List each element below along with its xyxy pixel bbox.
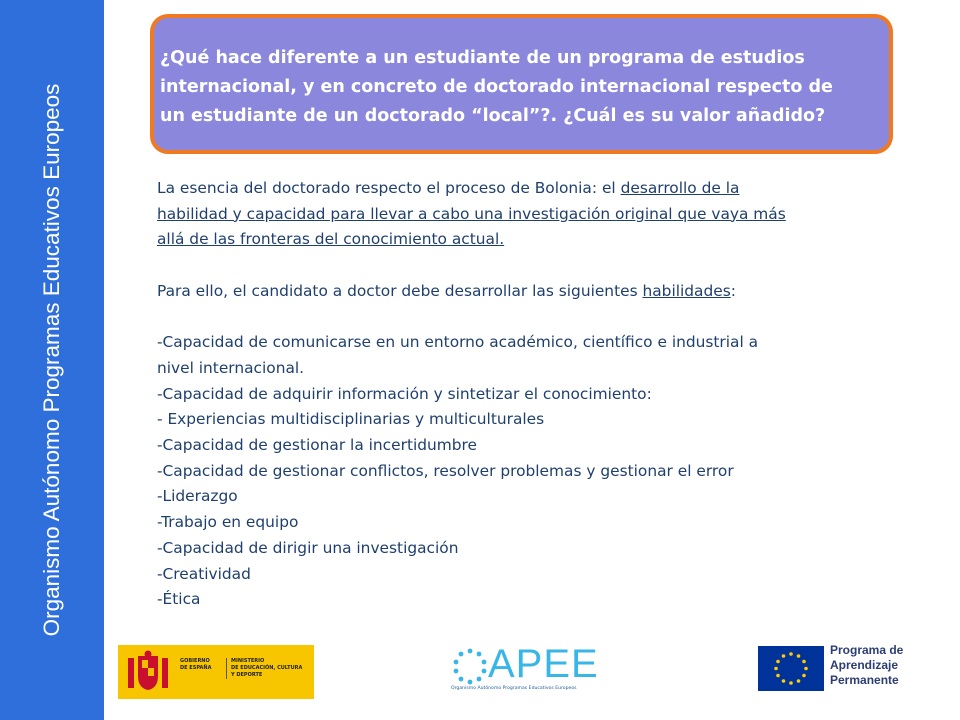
skill-item: - Experiencias multidisciplinarias y multiculturales (157, 410, 545, 429)
lifelong-learning-programme-logo (758, 643, 948, 697)
question-line: un estudiante de un doctorado “local”?. ¿Cuál es su valor añadido? (160, 106, 826, 126)
stars-circle-icon (448, 646, 492, 686)
skill-item: -Capacidad de dirigir una investigación (157, 538, 459, 557)
eu-programme-text (830, 643, 903, 688)
ministerio-line: Y DEPORTE (231, 672, 263, 678)
paragraph-1-line (157, 176, 892, 202)
skill-item: -Ética (157, 590, 201, 609)
paragraph-1-line (157, 227, 892, 253)
gobierno-espana-logo (118, 645, 314, 699)
question-line: internacional, y en concreto de doctorado internacional respecto de (160, 77, 833, 97)
skill-item: -Capacidad de gestionar la incertidumbre (157, 436, 477, 454)
question-box (150, 14, 893, 154)
skill-item: -Capacidad de adquirir información y sintetizar el conocimiento: (157, 384, 652, 403)
ministerio-label (226, 658, 302, 679)
apee-subtitle: Organismo Autónomo Programas Educativos Europeos (451, 686, 577, 691)
sidebar (0, 0, 104, 720)
spacer (157, 253, 892, 279)
apee-logo (448, 642, 620, 698)
ministerio-line: DE EDUCACIÓN, CULTURA (231, 665, 303, 671)
skill-item: -Creatividad (157, 564, 251, 583)
skills-link[interactable]: habilidades (642, 281, 731, 300)
paragraph-2-line (157, 279, 892, 305)
doctorate-essence-link[interactable]: allá de las fronteras del conocimiento actual. (157, 230, 505, 249)
spacer (157, 305, 892, 331)
sidebar-title: Organismo Autónomo Programas Educativos Europeos (39, 83, 64, 637)
question-text (160, 44, 859, 131)
skill-item: -Liderazgo (157, 487, 238, 506)
eu-programme-line: Aprendizaje (830, 658, 899, 672)
skill-item: -Capacidad de gestionar conflictos, resolver problemas y gestionar el error (157, 461, 734, 480)
ministerio-line: MINISTERIO (231, 658, 265, 664)
paragraph-2-suffix: : (730, 281, 736, 300)
eu-programme-line: Programa de (830, 643, 904, 657)
paragraph-1-line (157, 202, 892, 228)
gobierno-line: DE ESPAÑA (180, 665, 212, 671)
skill-item: nivel internacional. (157, 358, 305, 377)
paragraph-1-prefix: La esencia del doctorado respecto el proceso de Bolonia: el (157, 179, 621, 197)
question-line: ¿Qué hace diferente a un estudiante de un programa de estudios (160, 48, 805, 68)
body-text (157, 176, 892, 613)
apee-wordmark: APEE (488, 642, 599, 686)
eu-programme-line: Permanente (830, 673, 899, 687)
gobierno-label (180, 658, 211, 672)
eu-flag-icon (758, 646, 824, 691)
skill-item: -Capacidad de comunicarse en un entorno académico, científico e industrial a (157, 333, 759, 352)
skill-item: -Trabajo en equipo (157, 513, 299, 532)
doctorate-essence-link[interactable]: habilidad y capacidad para llevar a cabo una investigación original que vaya más (157, 204, 786, 223)
gobierno-line: GOBIERNO (180, 658, 210, 664)
paragraph-2-prefix: Para ello, el candidato a doctor debe desarrollar las siguientes (157, 281, 643, 300)
doctorate-essence-link[interactable]: desarrollo de la (620, 179, 740, 197)
coat-of-arms-icon (124, 650, 172, 694)
